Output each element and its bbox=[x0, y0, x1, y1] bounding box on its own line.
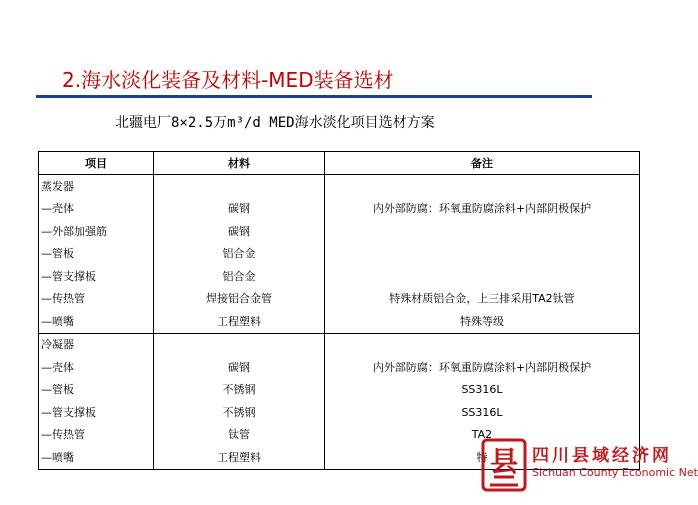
cell-note: 内外部防腐：环氧重防腐涂料+内部阴极保护 bbox=[325, 198, 640, 221]
cell-material: 碳钢 bbox=[154, 198, 325, 221]
cell-item: 冷凝器 bbox=[39, 333, 154, 356]
cell-material: 碳钢 bbox=[154, 220, 325, 243]
table-row bbox=[39, 288, 640, 311]
header-note: 备注 bbox=[325, 152, 640, 175]
cell-note: SS316L bbox=[325, 401, 640, 424]
cell-note: TA2 bbox=[325, 424, 640, 447]
table-row bbox=[39, 310, 640, 333]
watermark-name-cn: 四川县域经济网 bbox=[532, 446, 672, 466]
cell-item: 蒸发器 bbox=[39, 175, 154, 198]
cell-item: —外部加强筋 bbox=[39, 220, 154, 243]
cell-material bbox=[154, 333, 325, 356]
header-item: 项目 bbox=[39, 152, 154, 175]
table-row bbox=[39, 356, 640, 379]
county-logo-icon bbox=[480, 437, 528, 493]
cell-item: —管板 bbox=[39, 379, 154, 402]
cell-item: —壳体 bbox=[39, 198, 154, 221]
cell-item: —管板 bbox=[39, 243, 154, 266]
material-selection-table bbox=[38, 151, 640, 470]
cell-material: 铝合金 bbox=[154, 265, 325, 288]
cell-note: 特殊等级 bbox=[325, 310, 640, 333]
cell-material: 铝合金 bbox=[154, 243, 325, 266]
cell-material: 不锈钢 bbox=[154, 401, 325, 424]
table-row bbox=[39, 265, 640, 288]
table-row bbox=[39, 379, 640, 402]
slide-title: 2.海水淡化装备及材料-MED装备选材 bbox=[62, 68, 394, 92]
table-caption: 北疆电厂8×2.5万m³/d MED海水淡化项目选材方案 bbox=[115, 115, 435, 131]
cell-item: —喷嘴 bbox=[39, 446, 154, 469]
header-material: 材料 bbox=[154, 152, 325, 175]
cell-note bbox=[325, 265, 640, 288]
cell-note bbox=[325, 175, 640, 198]
cell-note: 内外部防腐：环氧重防腐涂料+内部阴极保护 bbox=[325, 356, 640, 379]
cell-note bbox=[325, 220, 640, 243]
table-row bbox=[39, 220, 640, 243]
cell-material: 不锈钢 bbox=[154, 379, 325, 402]
cell-item: —管支撑板 bbox=[39, 401, 154, 424]
cell-item: —传热管 bbox=[39, 424, 154, 447]
table-row bbox=[39, 333, 640, 356]
cell-note: 特殊材质铝合金，上三排采用TA2钛管 bbox=[325, 288, 640, 311]
cell-material: 工程塑料 bbox=[154, 446, 325, 469]
cell-item: —传热管 bbox=[39, 288, 154, 311]
cell-item: —壳体 bbox=[39, 356, 154, 379]
cell-material: 工程塑料 bbox=[154, 310, 325, 333]
cell-material bbox=[154, 175, 325, 198]
table-row bbox=[39, 243, 640, 266]
cell-material: 碳钢 bbox=[154, 356, 325, 379]
table-row bbox=[39, 175, 640, 198]
cell-item: —管支撑板 bbox=[39, 265, 154, 288]
cell-material: 钛管 bbox=[154, 424, 325, 447]
table-header-row bbox=[39, 152, 640, 175]
cell-note bbox=[325, 333, 640, 356]
cell-note: SS316L bbox=[325, 379, 640, 402]
cell-note bbox=[325, 243, 640, 266]
watermark-name-en: Sichuan County Economic Net bbox=[532, 466, 698, 479]
cell-item: —喷嘴 bbox=[39, 310, 154, 333]
title-rule bbox=[36, 95, 592, 98]
table-row bbox=[39, 401, 640, 424]
cell-note: 特 bbox=[325, 446, 640, 469]
watermark bbox=[480, 437, 698, 497]
logo-glyph: 县 bbox=[489, 445, 519, 478]
table-row bbox=[39, 198, 640, 221]
cell-material: 焊接铝合金管 bbox=[154, 288, 325, 311]
